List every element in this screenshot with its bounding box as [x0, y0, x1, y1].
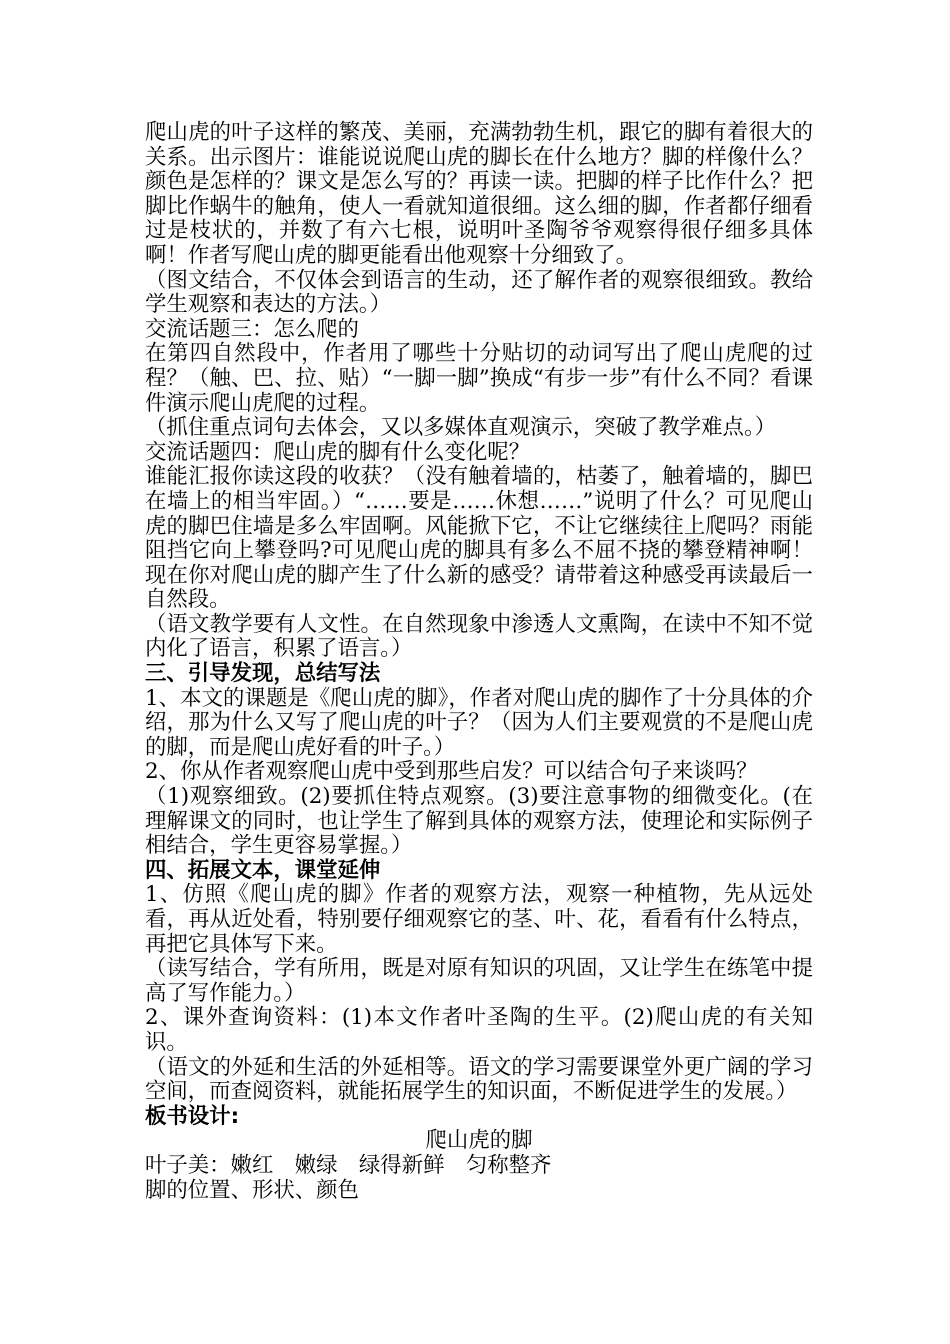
- paragraph: 在第四自然段中，作者用了哪些十分贴切的动词写出了爬山虎爬的过程？（触、巴、拉、贴）“一脚一脚”换成“有步一步”有什么不同？看课件演示爬山虎爬的过程。: [145, 341, 813, 416]
- section-heading-three: 三、引导发现，总结写法: [145, 661, 381, 687]
- paragraph: （1)观察细致。(2)要抓住特点观察。(3)要注意事物的细微变化。(在理解课文的同时，也让学生了解到具体的观察方法，使理论和实际例子相结合，学生更容易掌握。）: [145, 784, 813, 859]
- paragraph: 2、课外查询资料：(1)本文作者叶圣陶的生平。(2)爬山虎的有关知识。: [145, 1005, 813, 1055]
- paragraph: 2、你从作者观察爬山虎中受到那些启发？可以结合句子来谈吗？: [145, 759, 758, 785]
- board-line: 叶子美：嫩红 嫩绿 绿得新鲜 匀称整齐: [145, 1152, 552, 1178]
- paragraph-note: （图文结合，不仅体会到语言的生动，还了解作者的观察很细致。教给学生观察和表达的方法。）: [145, 267, 813, 318]
- board-line: 脚的位置、形状、颜色: [145, 1177, 359, 1203]
- section-heading-four: 四、拓展文本，课堂延伸: [145, 857, 381, 883]
- paragraph: 1、本文的课题是《爬山虎的脚》，作者对爬山虎的脚作了十分具体的介绍，那为什么又写了爬山虎的叶子？（因为人们主要观赏的不是爬山虎的脚，而是爬山虎好看的叶子。）: [145, 685, 813, 760]
- paragraph-note: （语文教学要有人文性。在自然现象中渗透人文熏陶，在读中不知不觉内化了语言，积累了语言。）: [145, 611, 813, 662]
- board-design-heading: 板书设计:: [145, 1103, 240, 1129]
- document-body: [145, 121, 813, 1203]
- paragraph-note: （抓住重点词句去体会，又以多媒体直观演示，突破了教学难点。）: [145, 415, 777, 441]
- paragraph-note: （读写结合，学有所用，既是对原有知识的巩固，又让学生在练笔中提高了写作能力。）: [145, 956, 813, 1006]
- topic-three: 交流话题三：怎么爬的: [145, 316, 359, 342]
- paragraph: 爬山虎的叶子这样的繁茂、美丽，充满勃勃生机，跟它的脚有着很大的关系。出示图片：谁能说说爬山虎的脚长在什么地方？脚的样像什么？颜色是怎样的？课文是怎么写的？再读一读。把脚的样子比作什么？把脚比作蜗牛的触角，使人一看就知道很细。这么细的脚，作者都仔细看过是枝状的，并数了有六七根，说明叶圣陶爷爷观察得很仔细多具体啊！作者写爬山虎的脚更能看出他观察十分细致了。: [145, 120, 813, 268]
- paragraph: 谁能汇报你读这段的收获？（没有触着墙的，枯萎了，触着墙的，脚巴在墙上的相当牢固。）“……要是……休想……”说明了什么？可见爬山虎的脚巴住墙是多么牢固啊。风能掀下它，不让它继续往上爬吗？雨能阻挡它向上攀登吗?可见爬山虎的脚具有多么不屈不挠的攀登精神啊！现在你对爬山虎的脚产生了什么新的感受？请带着这种感受再读最后一自然段。: [145, 464, 813, 613]
- paragraph-note: （语文的外延和生活的外延相等。语文的学习需要课堂外更广阔的学习空间，而查阅资料，就能拓展学生的知识面，不断促进学生的发展。）: [145, 1054, 813, 1105]
- paragraph: 1、仿照《爬山虎的脚》作者的观察方法，观察一种植物，先从远处看，再从近处看，特别要仔细观察它的茎、叶、花，看看有什么特点，再把它具体写下来。: [145, 882, 813, 957]
- topic-four: 交流话题四：爬山虎的脚有什么变化呢？: [145, 439, 531, 465]
- board-title: 爬山虎的脚: [425, 1128, 533, 1154]
